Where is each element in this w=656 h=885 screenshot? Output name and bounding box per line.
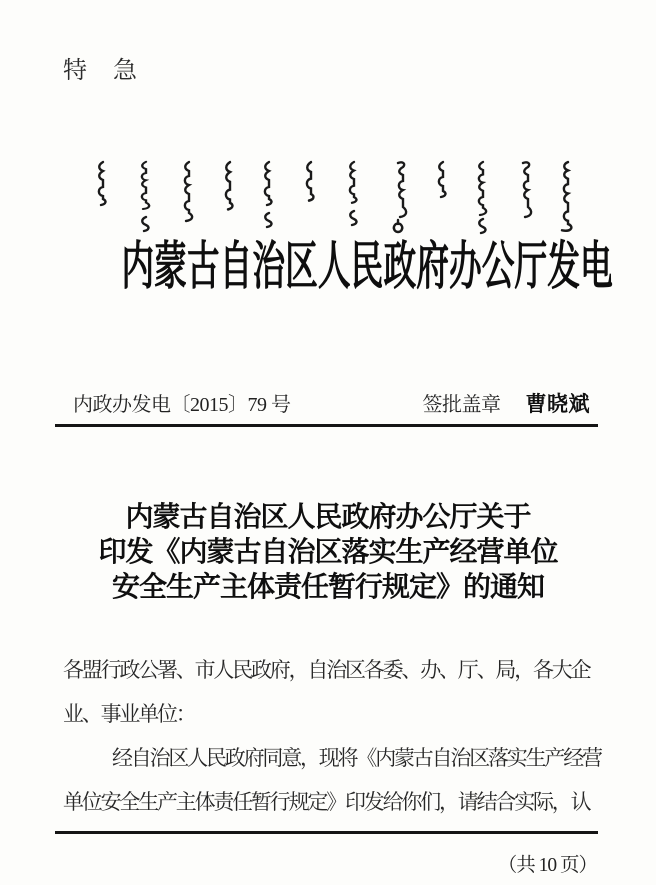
page-count-label: （共 10 页）	[497, 855, 597, 876]
sign-approval-group	[423, 388, 591, 418]
doc-number: 内政办发电〔2015〕79 号	[73, 394, 291, 416]
mongolian-script-text	[80, 158, 590, 246]
masthead-org-title: 内蒙古自治区人民政府办公厅发电	[121, 239, 613, 296]
notice-title-line-2: 印发《内蒙古自治区落实生产经营单位	[98, 537, 558, 568]
signer-name: 曹晓斌	[525, 392, 590, 416]
body-paragraph-line-1: 经自治区人民政府同意，现将《内蒙古自治区落实生产经营	[112, 746, 601, 770]
body-salutation-line-1: 各盟行政公署、市人民政府，自治区各委、办、厅、局，各大企	[63, 658, 590, 682]
notice-title-line-1: 内蒙古自治区人民政府办公厅关于	[125, 502, 531, 533]
body-paragraph-line-2: 单位安全生产主体责任暂行规定》印发给你们，请结合实际，认	[63, 790, 590, 814]
notice-title-line-3: 安全生产主体责任暂行规定》的通知	[111, 572, 544, 603]
document-meta-row	[0, 388, 656, 418]
notice-title	[0, 500, 656, 605]
body-salutation-line-2: 业、事业单位：	[63, 702, 195, 726]
urgency-label: 特 急	[63, 58, 138, 84]
footer-divider-rule	[55, 831, 598, 834]
notice-body	[63, 648, 603, 824]
header-divider-rule	[55, 424, 598, 427]
sign-stamp-label: 签批盖章	[422, 394, 501, 416]
